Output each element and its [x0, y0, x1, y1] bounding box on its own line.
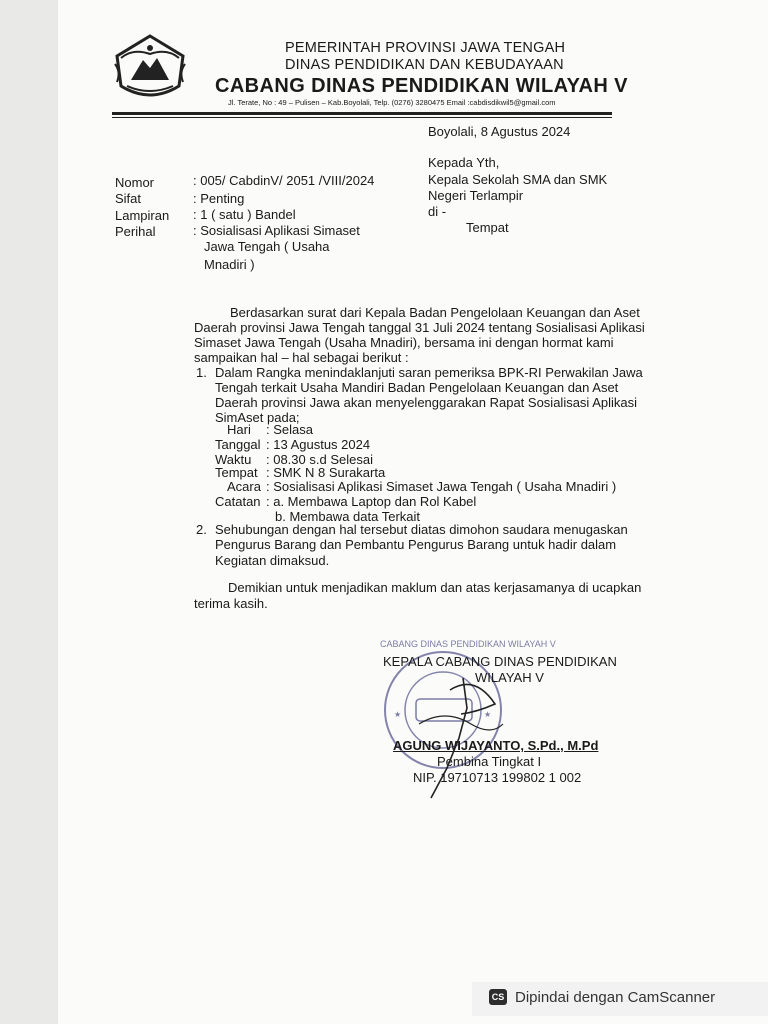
item-1-line-3: Daerah provinsi Jawa akan menyelenggarakan Rapat Sosialisasi Aplikasi: [215, 395, 638, 410]
camscanner-watermark-text: Dipindai dengan CamScanner: [515, 989, 716, 1006]
item-2-line-1: Sehubungan dengan hal tersebut diatas dimohon saudara menugaskan: [215, 522, 628, 537]
signature-name: AGUNG WIJAYANTO, S.Pd., M.Pd: [393, 738, 599, 753]
recipient-line-5: Tempat: [466, 220, 509, 235]
recipient-line-2: Kepala Sekolah SMA dan SMK: [428, 172, 608, 187]
recipient-line-4: di -: [428, 204, 447, 219]
recipient-line-1: Kepada Yth,: [428, 155, 500, 170]
stamp-ring-text: CABANG DINAS PENDIDIKAN WILAYAH V: [380, 639, 556, 649]
catatan-value: : a. Membawa Laptop dan Rol Kabel: [266, 494, 477, 509]
lampiran-label: Lampiran: [115, 208, 170, 223]
sifat-value: : Penting: [193, 191, 245, 206]
closing-line-1: Demikian untuk menjadikan maklum dan atas kerjasamanya di ucapkan: [228, 580, 642, 595]
paragraph-1-line-3: Simaset Jawa Tengah (Usaha Mnadiri), bersama ini dengan hormat kami: [194, 335, 614, 350]
handwritten-signature: [405, 668, 515, 802]
signature-nip: NIP. 19710713 199802 1 002: [413, 770, 582, 785]
nomor-label: Nomor: [115, 175, 155, 190]
item-2-line-2: Pengurus Barang dan Pembantu Pengurus Barang untuk hadir dalam: [215, 537, 617, 552]
waktu-value: : 08.30 s.d Selesai: [266, 452, 373, 467]
item-1-line-2: Tengah terkait Usaha Mandiri Badan Pengelolaan Keuangan dan Aset: [215, 380, 619, 395]
svg-text:★: ★: [484, 710, 492, 719]
svg-text:★: ★: [394, 710, 402, 719]
item-1-line-4: SimAset pada;: [215, 410, 300, 425]
province-emblem: [113, 34, 187, 102]
item-1-line-1: Dalam Rangka menindaklanjuti saran pemeriksa BPK-RI Perwakilan Jawa: [215, 365, 643, 380]
perihal-value-3: Mnadiri ): [204, 257, 255, 272]
letterhead-rule-thin: [112, 117, 612, 118]
letterhead-address: Jl. Terate, No : 49 – Pulisen – Kab.Boyolali, Telp. (0276) 3280475 Email :cabdisdikwil5@gmail.com: [228, 98, 556, 107]
letterhead-rule-thick: [112, 112, 612, 115]
signature-rank: Pembina Tingkat I: [437, 754, 542, 769]
recipient-line-3: Negeri Terlampir: [428, 188, 524, 203]
closing-line-2: terima kasih.: [194, 596, 268, 611]
perihal-label: Perihal: [115, 224, 156, 239]
letterhead-line-1: PEMERINTAH PROVINSI JAWA TENGAH: [285, 40, 566, 56]
tempat-label: Tempat: [215, 465, 258, 480]
item-1-number: 1.: [196, 365, 207, 380]
tanggal-value: : 13 Agustus 2024: [266, 437, 371, 452]
tempat-value: : SMK N 8 Surakarta: [266, 465, 386, 480]
hari-value: : Selasa: [266, 422, 313, 437]
tanggal-label: Tanggal: [215, 437, 261, 452]
nomor-value: : 005/ CabdinV/ 2051 /VIII/2024: [193, 173, 375, 188]
paragraph-1-line-1: Berdasarkan surat dari Kepala Badan Pengelolaan Keuangan dan Aset: [230, 305, 640, 320]
paragraph-1-line-2: Daerah provinsi Jawa Tengah tanggal 31 Juli 2024 tentang Sosialisasi Aplikasi: [194, 320, 645, 335]
item-2-number: 2.: [196, 522, 207, 537]
letterhead-line-3: CABANG DINAS PENDIDIKAN WILAYAH V: [215, 75, 628, 97]
paragraph-1-line-4: sampaikan hal – hal sebagai berikut :: [194, 350, 409, 365]
sifat-label: Sifat: [115, 191, 142, 206]
perihal-value-1: : Sosialisasi Aplikasi Simaset: [193, 223, 360, 238]
perihal-value-2: Jawa Tengah ( Usaha: [204, 239, 330, 254]
waktu-label: Waktu: [215, 452, 252, 467]
hari-label: Hari: [227, 422, 251, 437]
acara-label: Acara: [227, 479, 261, 494]
catatan-value-2: b. Membawa data Terkait: [275, 509, 420, 524]
camscanner-logo-icon: CS: [489, 989, 507, 1005]
catatan-label: Catatan: [215, 494, 261, 509]
letter-date: Boyolali, 8 Agustus 2024: [428, 124, 571, 139]
signature-title-1: KEPALA CABANG DINAS PENDIDIKAN: [383, 654, 617, 669]
signature-title-2: WILAYAH V: [475, 670, 544, 685]
letterhead-line-2: DINAS PENDIDIKAN DAN KEBUDAYAAN: [285, 57, 564, 73]
lampiran-value: : 1 ( satu ) Bandel: [193, 207, 296, 222]
acara-value: : Sosialisasi Aplikasi Simaset Jawa Tengah ( Usaha Mnadiri ): [266, 479, 617, 494]
item-2-line-3: Kegiatan dimaksud.: [215, 553, 330, 568]
